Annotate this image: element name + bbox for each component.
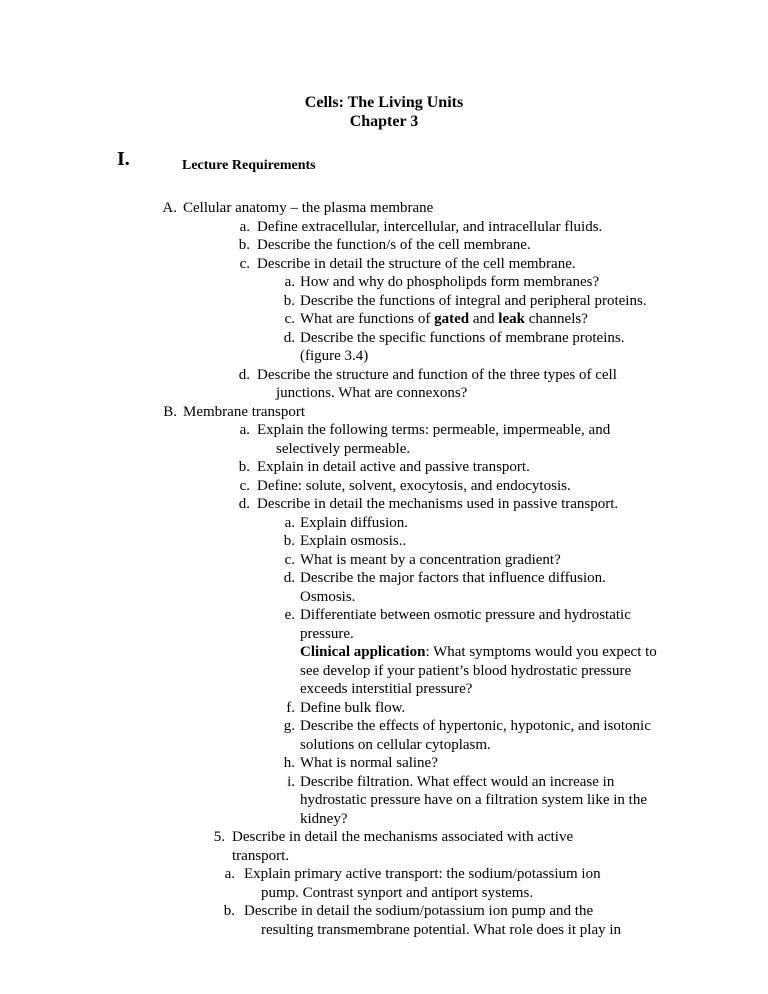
- item-text-part: : What symptoms would you expect to: [425, 644, 657, 660]
- outline-item: [0, 329, 768, 348]
- item-text: [300, 643, 657, 662]
- item-text-part: channels?: [524, 311, 588, 327]
- outline-item: [0, 403, 768, 422]
- item-marker: e.: [284, 607, 295, 623]
- item-marker: g.: [283, 718, 295, 734]
- item-text: pressure.: [300, 625, 354, 642]
- item-marker: c.: [239, 255, 250, 272]
- item-text: selectively permeable.: [276, 440, 411, 457]
- item-text: Describe in detail the mechanisms used in passive transport.: [257, 496, 619, 512]
- item-text: Describe in detail the mechanisms associated with active: [232, 829, 574, 845]
- outline-item: [0, 366, 768, 385]
- item-text: pump. Contrast synport and antiport systems.: [261, 884, 534, 901]
- outline-item-continuation: [0, 791, 768, 810]
- item-marker: h.: [283, 755, 295, 771]
- item-text: Explain primary active transport: the sodium/potassium ion: [244, 866, 601, 882]
- item-text: Osmosis.: [300, 588, 356, 605]
- item-marker: a.: [284, 274, 295, 290]
- item-text: Describe the functions of integral and peripheral proteins.: [300, 292, 647, 309]
- item-text: Define: solute, solvent, exocytosis, and endocytosis.: [257, 477, 571, 494]
- outline-item-continuation: [0, 347, 768, 366]
- item-text: Differentiate between osmotic pressure and hydrostatic: [300, 607, 631, 623]
- outline-item: [0, 532, 768, 551]
- outline-item-continuation: [0, 921, 768, 940]
- outline-item: [0, 551, 768, 570]
- item-marker: b.: [223, 903, 235, 919]
- outline-item: [0, 199, 768, 218]
- outline-item: [0, 292, 768, 311]
- outline-item: [0, 255, 768, 274]
- item-text: Describe the specific functions of membrane proteins.: [300, 329, 625, 346]
- item-text: Describe filtration. What effect would an increase in: [300, 773, 615, 790]
- item-marker: d.: [238, 496, 250, 512]
- item-marker: b.: [238, 459, 250, 475]
- item-marker: c.: [239, 477, 250, 494]
- item-text: Explain in detail active and passive transport.: [257, 459, 530, 475]
- item-text: Describe in detail the sodium/potassium ion pump and the: [244, 903, 594, 919]
- outline-item-continuation: [0, 662, 768, 681]
- item-text: transport.: [232, 847, 290, 864]
- item-text: (figure 3.4): [300, 348, 369, 364]
- item-marker: i.: [287, 773, 295, 790]
- outline-item: [0, 902, 768, 921]
- outline-item: [0, 421, 768, 440]
- section-heading: Lecture Requirements: [182, 158, 316, 173]
- outline-item: [0, 828, 768, 847]
- outline-item: [0, 236, 768, 255]
- item-text: Explain diffusion.: [300, 514, 409, 531]
- outline-item: [0, 273, 768, 292]
- outline-item: [0, 569, 768, 588]
- item-marker: f.: [286, 699, 295, 716]
- item-text: Explain osmosis..: [300, 533, 407, 549]
- item-text: Membrane transport: [183, 403, 306, 420]
- outline-item-continuation: [0, 625, 768, 644]
- item-text-part: and: [469, 311, 499, 327]
- outline-item: [0, 495, 768, 514]
- item-text: resulting transmembrane potential. What role does it play in: [261, 921, 622, 938]
- item-marker: b.: [283, 292, 295, 309]
- item-text: Describe the effects of hypertonic, hypotonic, and isotonic: [300, 718, 651, 734]
- item-text: What is meant by a concentration gradient?: [300, 551, 561, 568]
- bold-term-gated: gated: [434, 311, 470, 327]
- item-text: Define extracellular, intercellular, and intracellular fluids.: [257, 218, 603, 235]
- item-text: Describe the function/s of the cell membrane.: [257, 237, 531, 253]
- outline-item: [0, 477, 768, 496]
- outline-item: [0, 717, 768, 736]
- item-marker: c.: [284, 551, 295, 568]
- outline-item-continuation: [0, 810, 768, 829]
- item-text-part: What are functions of: [300, 311, 435, 327]
- document-title: Cells: The Living Units: [304, 94, 464, 111]
- outline-item: [0, 310, 768, 329]
- item-text: solutions on cellular cytoplasm.: [300, 736, 491, 753]
- outline-item-continuation: [0, 588, 768, 607]
- item-text: How and why do phospholipds form membranes?: [300, 274, 600, 290]
- item-text: Explain the following terms: permeable, impermeable, and: [257, 422, 611, 438]
- item-text: see develop if your patient’s blood hydrostatic pressure: [300, 662, 632, 679]
- item-text: What is normal saline?: [300, 755, 438, 771]
- outline-item: [0, 514, 768, 533]
- item-marker: b.: [238, 237, 250, 253]
- item-marker: 5.: [213, 829, 225, 845]
- item-text: [300, 310, 588, 329]
- item-text: Describe the major factors that influence diffusion.: [300, 570, 606, 586]
- outline-item-continuation: [0, 847, 768, 866]
- outline-item-continuation: [0, 440, 768, 459]
- item-text: exceeds interstitial pressure?: [300, 681, 473, 697]
- item-text: hydrostatic pressure have on a filtration system like in the: [300, 792, 647, 808]
- item-marker: a.: [239, 422, 250, 438]
- outline-item: [0, 865, 768, 884]
- outline-item-continuation: [0, 736, 768, 755]
- item-marker: b.: [283, 533, 295, 549]
- item-marker: A.: [162, 200, 177, 216]
- clinical-application: [0, 643, 768, 662]
- bold-term-leak: leak: [498, 311, 525, 327]
- item-marker: d.: [283, 570, 295, 586]
- outline-item-continuation: [0, 384, 768, 403]
- chapter-label: Chapter 3: [349, 113, 419, 130]
- item-marker: d.: [238, 366, 250, 383]
- item-text: Describe the structure and function of the three types of cell: [257, 366, 617, 383]
- outline-item: [0, 458, 768, 477]
- outline-item: [0, 606, 768, 625]
- outline-item-continuation: [0, 680, 768, 699]
- outline-item: [0, 218, 768, 237]
- outline-item-continuation: [0, 884, 768, 903]
- outline-item: [0, 754, 768, 773]
- item-marker: a.: [224, 866, 235, 882]
- outline-item: [0, 773, 768, 792]
- item-marker: d.: [283, 329, 295, 346]
- item-text: Cellular anatomy – the plasma membrane: [183, 200, 434, 216]
- item-marker: a.: [239, 218, 250, 235]
- item-marker: a.: [284, 514, 295, 531]
- item-text: junctions. What are connexons?: [276, 385, 468, 401]
- item-marker: B.: [163, 403, 177, 420]
- outline-list: [0, 199, 768, 939]
- section-numeral: I.: [117, 148, 130, 170]
- item-text: Define bulk flow.: [300, 699, 406, 716]
- item-text: kidney?: [300, 810, 348, 827]
- item-text: Describe in detail the structure of the cell membrane.: [257, 255, 576, 272]
- item-marker: c.: [284, 311, 295, 327]
- outline-item: [0, 699, 768, 718]
- clinical-application-label: Clinical application: [300, 644, 426, 660]
